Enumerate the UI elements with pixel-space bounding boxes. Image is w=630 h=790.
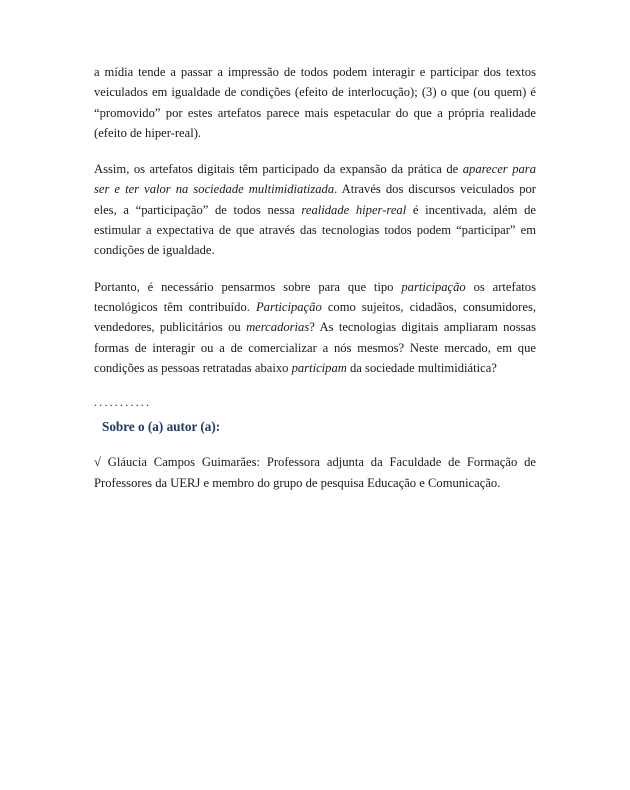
paragraph-3-emphasis-3: mercadorias [246, 320, 310, 335]
paragraph-2-text-2: . Através dos discursos veiculados por eles, a “participação” de todos nessa [94, 182, 536, 217]
paragraph-2-emphasis-2: realidade hiper-real [301, 202, 407, 217]
paragraph-2-emphasis-1: aparecer para ser e ter valor na sociedade multimidiatizada [94, 162, 536, 197]
paragraph-2 [94, 159, 536, 260]
paragraph-1-text: a mídia tende a passar a impressão de todos podem interagir e participar dos textos veiculados em igualdade de condições (efeito de interlocução); (3) o que (ou quem) é “promovido” por estes artefatos parece mais espetacular do que a própria realidade (efeito de hiper-real). [94, 65, 536, 140]
paragraph-3-text-4: ? As tecnologias digitais ampliaram nossas formas de interagir ou a de comercializar a nós mesmos? Neste mercado, em que condições as pessoas retratadas abaixo [94, 320, 536, 375]
paragraph-3-text-3: como sujeitos, cidadãos, consumidores, vendedores, publicitários ou [94, 299, 536, 335]
paragraph-3-text-2: os artefatos tecnológicos têm contribuído. [94, 279, 536, 314]
author-bio: √ Gláucia Campos Guimarães: Professora adjunta da Faculdade de Formação de Professores da UERJ e membro do grupo de pesquisa Educação e Comunicação. [94, 455, 536, 490]
paragraph-3-emphasis-4: participam [291, 360, 347, 375]
paragraph-3-emphasis-1: participação [401, 279, 466, 294]
paragraph-1 [94, 62, 536, 143]
section-separator: ........... [94, 395, 152, 410]
paragraph-2-text-3: é incentivada, além de estimular a expectativa de que através das tecnologias todos podem “participar” em condições de igualdade. [94, 202, 536, 258]
author-heading: Sobre o (a) autor (a): [102, 419, 221, 435]
paragraph-3-emphasis-2: Participação [255, 299, 322, 314]
page-content [94, 62, 536, 509]
paragraph-3-text-1: Portanto, é necessário pensarmos sobre para que tipo [94, 279, 402, 294]
paragraph-2-text-1: Assim, os artefatos digitais têm participado da expansão da prática de [94, 162, 463, 177]
paragraph-3 [94, 277, 536, 378]
paragraph-3-text-5: da sociedade multimidiática? [346, 360, 497, 375]
